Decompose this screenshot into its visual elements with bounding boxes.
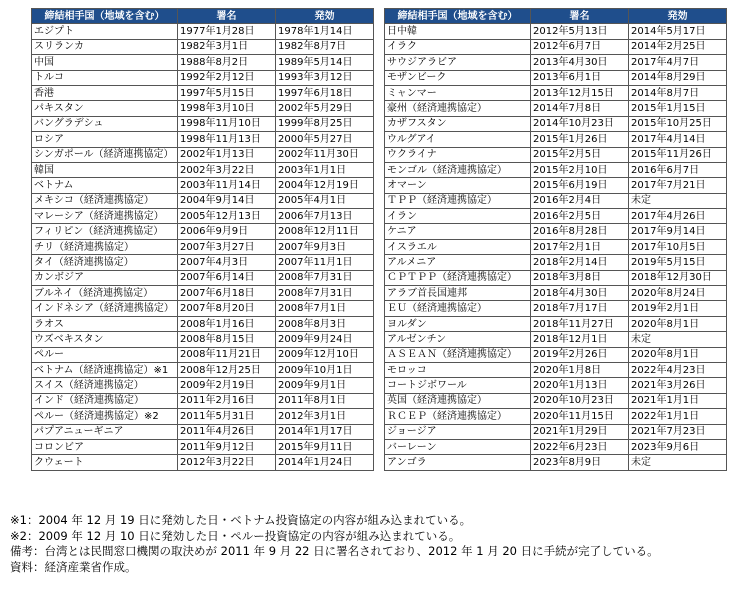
- partner-cell: ペルー: [32, 347, 178, 362]
- partner-cell: メキシコ（経済連携協定）: [32, 193, 178, 208]
- signed-date-cell: 2008年11月21日: [178, 347, 276, 362]
- remarks-note: 備考：台湾とは民間窓口機関の取決めが 2011 年 9 月 22 日に署名されており、2012 年 1 月 20 日に手続が完了している。: [10, 544, 659, 558]
- header-effective: 発効: [276, 9, 374, 24]
- effective-date-cell: 2017年4月14日: [629, 132, 727, 147]
- table-row: [385, 193, 727, 208]
- signed-date-cell: 2020年11月15日: [531, 409, 629, 424]
- partner-cell: アルゼンチン: [385, 332, 531, 347]
- effective-date-cell: 2020年8月24日: [629, 286, 727, 301]
- partner-cell: 英国（経済連携協定）: [385, 393, 531, 408]
- table-body-right: [385, 24, 727, 470]
- table-row: [32, 39, 374, 54]
- signed-date-cell: 2003年11月14日: [178, 178, 276, 193]
- table-row: [32, 378, 374, 393]
- partner-cell: ペルー（経済連携協定）※2: [32, 409, 178, 424]
- table-row: [32, 439, 374, 454]
- signed-date-cell: 2004年9月14日: [178, 193, 276, 208]
- table-row: [32, 255, 374, 270]
- effective-date-cell: 2003年1月1日: [276, 162, 374, 177]
- table-header-row: [32, 9, 374, 24]
- effective-date-cell: 2017年4月7日: [629, 55, 727, 70]
- partner-cell: モザンビーク: [385, 70, 531, 85]
- table-row: [32, 132, 374, 147]
- table-row: [385, 332, 727, 347]
- signed-date-cell: 1982年3月1日: [178, 39, 276, 54]
- footnote-2: ※2：2009 年 12 月 10 日に発効した日・ペルー投資協定の内容が組み込まれている。: [10, 528, 461, 543]
- signed-date-cell: 1988年8月2日: [178, 55, 276, 70]
- signed-date-cell: 2002年3月22日: [178, 162, 276, 177]
- signed-date-cell: 2020年1月13日: [531, 378, 629, 393]
- partner-cell: モロッコ: [385, 362, 531, 377]
- table-row: [385, 39, 727, 54]
- signed-date-cell: 2017年2月1日: [531, 239, 629, 254]
- table-row: [385, 362, 727, 377]
- signed-date-cell: 2008年1月16日: [178, 316, 276, 331]
- effective-date-cell: 2004年12月19日: [276, 178, 374, 193]
- table-row: [385, 224, 727, 239]
- effective-date-cell: 1978年1月14日: [276, 24, 374, 39]
- partner-cell: イスラエル: [385, 239, 531, 254]
- table-row: [32, 147, 374, 162]
- effective-date-cell: 2015年11月26日: [629, 147, 727, 162]
- table-row: [32, 224, 374, 239]
- partner-cell: チリ（経済連携協定）: [32, 239, 178, 254]
- effective-date-cell: 2007年11月1日: [276, 255, 374, 270]
- signed-date-cell: 2016年2月5日: [531, 209, 629, 224]
- header-signed: 署名: [531, 9, 629, 24]
- partner-cell: インドネシア（経済連携協定）: [32, 301, 178, 316]
- effective-date-cell: 未定: [629, 332, 727, 347]
- signed-date-cell: 2013年6月1日: [531, 70, 629, 85]
- effective-date-cell: 2008年12月11日: [276, 224, 374, 239]
- signed-date-cell: 2015年6月19日: [531, 178, 629, 193]
- signed-date-cell: 2020年1月8日: [531, 362, 629, 377]
- treaty-table-left: [31, 8, 374, 471]
- table-row: [32, 85, 374, 100]
- partner-cell: ジョージア: [385, 424, 531, 439]
- effective-date-cell: 2008年7月31日: [276, 286, 374, 301]
- effective-date-cell: 2017年4月26日: [629, 209, 727, 224]
- partner-cell: サウジアラビア: [385, 55, 531, 70]
- partner-cell: ミャンマー: [385, 85, 531, 100]
- partner-cell: 日中韓: [385, 24, 531, 39]
- partner-cell: タイ（経済連携協定）: [32, 255, 178, 270]
- signed-date-cell: 2011年9月12日: [178, 439, 276, 454]
- partner-cell: ベトナム（経済連携協定）※1: [32, 362, 178, 377]
- signed-date-cell: 1997年5月15日: [178, 85, 276, 100]
- signed-date-cell: 2015年1月26日: [531, 132, 629, 147]
- signed-date-cell: 2016年2月4日: [531, 193, 629, 208]
- partner-cell: 中国: [32, 55, 178, 70]
- signed-date-cell: 2011年4月26日: [178, 424, 276, 439]
- effective-date-cell: 未定: [629, 455, 727, 470]
- effective-date-cell: 2014年8月7日: [629, 85, 727, 100]
- table-row: [32, 24, 374, 39]
- effective-date-cell: 2023年9月6日: [629, 439, 727, 454]
- partner-cell: エジプト: [32, 24, 178, 39]
- partner-cell: ロシア: [32, 132, 178, 147]
- signed-date-cell: 2018年7月17日: [531, 301, 629, 316]
- signed-date-cell: 2018年12月1日: [531, 332, 629, 347]
- table-row: [32, 70, 374, 85]
- table-row: [385, 424, 727, 439]
- table-row: [32, 424, 374, 439]
- signed-date-cell: 2008年8月15日: [178, 332, 276, 347]
- partner-cell: ブルネイ（経済連携協定）: [32, 286, 178, 301]
- effective-date-cell: 2009年9月1日: [276, 378, 374, 393]
- partner-cell: フィリピン（経済連携協定）: [32, 224, 178, 239]
- signed-date-cell: 2007年6月18日: [178, 286, 276, 301]
- effective-date-cell: 2017年7月21日: [629, 178, 727, 193]
- signed-date-cell: 2007年6月14日: [178, 270, 276, 285]
- effective-date-cell: 2007年9月3日: [276, 239, 374, 254]
- header-signed: 署名: [178, 9, 276, 24]
- footnote-1: ※1：2004 年 12 月 19 日に発効した日・ベトナム投資協定の内容が組み込まれている。: [10, 513, 472, 527]
- table-row: [385, 270, 727, 285]
- effective-date-cell: 2008年7月31日: [276, 270, 374, 285]
- table-row: [32, 101, 374, 116]
- signed-date-cell: 2018年3月8日: [531, 270, 629, 285]
- effective-date-cell: 2012年3月1日: [276, 409, 374, 424]
- table-row: [32, 393, 374, 408]
- signed-date-cell: 2007年8月20日: [178, 301, 276, 316]
- effective-date-cell: 2009年9月24日: [276, 332, 374, 347]
- table-row: [385, 393, 727, 408]
- partner-cell: 香港: [32, 85, 178, 100]
- signed-date-cell: 2012年3月22日: [178, 455, 276, 470]
- table-row: [32, 209, 374, 224]
- table-row: [32, 270, 374, 285]
- table-row: [385, 378, 727, 393]
- effective-date-cell: 2002年5月29日: [276, 101, 374, 116]
- partner-cell: ＲＣＥＰ（経済連携協定）: [385, 409, 531, 424]
- partner-cell: 韓国: [32, 162, 178, 177]
- partner-cell: スイス（経済連携協定）: [32, 378, 178, 393]
- effective-date-cell: 2017年9月14日: [629, 224, 727, 239]
- partner-cell: マレーシア（経済連携協定）: [32, 209, 178, 224]
- effective-date-cell: 2021年7月23日: [629, 424, 727, 439]
- table-row: [385, 347, 727, 362]
- signed-date-cell: 2009年2月19日: [178, 378, 276, 393]
- table-row: [32, 286, 374, 301]
- partner-cell: パキスタン: [32, 101, 178, 116]
- signed-date-cell: 1992年2月12日: [178, 70, 276, 85]
- partner-cell: ＥＵ（経済連携協定）: [385, 301, 531, 316]
- signed-date-cell: 2023年8月9日: [531, 455, 629, 470]
- partner-cell: ＴＰＰ（経済連携協定）: [385, 193, 531, 208]
- table-row: [385, 209, 727, 224]
- partner-cell: スリランカ: [32, 39, 178, 54]
- table-row: [385, 101, 727, 116]
- effective-date-cell: 2006年7月13日: [276, 209, 374, 224]
- table-row: [385, 85, 727, 100]
- table-row: [385, 409, 727, 424]
- table-row: [32, 362, 374, 377]
- signed-date-cell: 2015年2月5日: [531, 147, 629, 162]
- partner-cell: インド（経済連携協定）: [32, 393, 178, 408]
- partner-cell: ケニア: [385, 224, 531, 239]
- effective-date-cell: 2011年8月1日: [276, 393, 374, 408]
- partner-cell: 豪州（経済連携協定）: [385, 101, 531, 116]
- partner-cell: パプアニューギニア: [32, 424, 178, 439]
- partner-cell: イラン: [385, 209, 531, 224]
- signed-date-cell: 2007年3月27日: [178, 239, 276, 254]
- effective-date-cell: 2015年10月25日: [629, 116, 727, 131]
- signed-date-cell: 2012年6月7日: [531, 39, 629, 54]
- effective-date-cell: 2015年9月11日: [276, 439, 374, 454]
- signed-date-cell: 2016年8月28日: [531, 224, 629, 239]
- effective-date-cell: 2019年5月15日: [629, 255, 727, 270]
- signed-date-cell: 2018年11月27日: [531, 316, 629, 331]
- signed-date-cell: 1998年11月10日: [178, 116, 276, 131]
- signed-date-cell: 2021年1月29日: [531, 424, 629, 439]
- effective-date-cell: 1982年8月7日: [276, 39, 374, 54]
- signed-date-cell: 2006年9月9日: [178, 224, 276, 239]
- effective-date-cell: 2022年1月1日: [629, 409, 727, 424]
- table-row: [32, 116, 374, 131]
- signed-date-cell: 2008年12月25日: [178, 362, 276, 377]
- effective-date-cell: 2009年10月1日: [276, 362, 374, 377]
- signed-date-cell: 2011年5月31日: [178, 409, 276, 424]
- effective-date-cell: 2016年6月7日: [629, 162, 727, 177]
- table-row: [385, 132, 727, 147]
- effective-date-cell: 2005年4月1日: [276, 193, 374, 208]
- table-row: [32, 332, 374, 347]
- table-row: [32, 347, 374, 362]
- table-row: [385, 55, 727, 70]
- partner-cell: ベトナム: [32, 178, 178, 193]
- table-row: [385, 162, 727, 177]
- signed-date-cell: 2015年2月10日: [531, 162, 629, 177]
- signed-date-cell: 2018年2月14日: [531, 255, 629, 270]
- header-effective: 発効: [629, 9, 727, 24]
- effective-date-cell: 2009年12月10日: [276, 347, 374, 362]
- partner-cell: コロンビア: [32, 439, 178, 454]
- partner-cell: ウクライナ: [385, 147, 531, 162]
- effective-date-cell: 2014年1月24日: [276, 455, 374, 470]
- source-note: 資料：経済産業省作成。: [10, 559, 137, 574]
- signed-date-cell: 2014年7月8日: [531, 101, 629, 116]
- signed-date-cell: 2013年12月15日: [531, 85, 629, 100]
- partner-cell: アルメニア: [385, 255, 531, 270]
- table-row: [385, 439, 727, 454]
- table-row: [32, 55, 374, 70]
- table-row: [32, 178, 374, 193]
- effective-date-cell: 1989年5月14日: [276, 55, 374, 70]
- partner-cell: アンゴラ: [385, 455, 531, 470]
- table-row: [385, 116, 727, 131]
- table-row: [32, 239, 374, 254]
- table-row: [385, 70, 727, 85]
- partner-cell: バングラデシュ: [32, 116, 178, 131]
- effective-date-cell: 2022年4月23日: [629, 362, 727, 377]
- effective-date-cell: 2018年12月30日: [629, 270, 727, 285]
- signed-date-cell: 2014年10月23日: [531, 116, 629, 131]
- table-row: [385, 255, 727, 270]
- partner-cell: シンガポール（経済連携協定）: [32, 147, 178, 162]
- table-row: [385, 455, 727, 470]
- signed-date-cell: 2019年2月26日: [531, 347, 629, 362]
- partner-cell: コートジボワール: [385, 378, 531, 393]
- signed-date-cell: 2007年4月3日: [178, 255, 276, 270]
- effective-date-cell: 2014年8月29日: [629, 70, 727, 85]
- effective-date-cell: 2014年2月25日: [629, 39, 727, 54]
- table-row: [32, 316, 374, 331]
- partner-cell: カンボジア: [32, 270, 178, 285]
- partner-cell: カザフスタン: [385, 116, 531, 131]
- effective-date-cell: 2020年8月1日: [629, 316, 727, 331]
- table-row: [32, 162, 374, 177]
- effective-date-cell: 2021年3月26日: [629, 378, 727, 393]
- table-row: [32, 409, 374, 424]
- partner-cell: オマーン: [385, 178, 531, 193]
- signed-date-cell: 2012年5月13日: [531, 24, 629, 39]
- table-header-row: [385, 9, 727, 24]
- effective-date-cell: 2020年8月1日: [629, 347, 727, 362]
- effective-date-cell: 2008年8月3日: [276, 316, 374, 331]
- partner-cell: イラク: [385, 39, 531, 54]
- partner-cell: ウルグアイ: [385, 132, 531, 147]
- table-row: [385, 239, 727, 254]
- effective-date-cell: 1993年3月12日: [276, 70, 374, 85]
- table-row: [385, 24, 727, 39]
- signed-date-cell: 2002年1月13日: [178, 147, 276, 162]
- table-row: [385, 286, 727, 301]
- signed-date-cell: 1998年3月10日: [178, 101, 276, 116]
- signed-date-cell: 2020年10月23日: [531, 393, 629, 408]
- footnotes: [10, 513, 659, 575]
- effective-date-cell: 2019年2月1日: [629, 301, 727, 316]
- signed-date-cell: 1977年1月28日: [178, 24, 276, 39]
- signed-date-cell: 2005年12月13日: [178, 209, 276, 224]
- effective-date-cell: 2014年1月17日: [276, 424, 374, 439]
- table-row: [32, 301, 374, 316]
- effective-date-cell: 2015年1月15日: [629, 101, 727, 116]
- partner-cell: バーレーン: [385, 439, 531, 454]
- effective-date-cell: 2017年10月5日: [629, 239, 727, 254]
- effective-date-cell: 1997年6月18日: [276, 85, 374, 100]
- effective-date-cell: 2000年5月27日: [276, 132, 374, 147]
- table-row: [32, 193, 374, 208]
- header-partner: 締結相手国（地域を含む）: [32, 9, 178, 24]
- effective-date-cell: 未定: [629, 193, 727, 208]
- signed-date-cell: 2011年2月16日: [178, 393, 276, 408]
- signed-date-cell: 2018年4月30日: [531, 286, 629, 301]
- partner-cell: ラオス: [32, 316, 178, 331]
- partner-cell: ＣＰＴＰＰ（経済連携協定）: [385, 270, 531, 285]
- signed-date-cell: 2013年4月30日: [531, 55, 629, 70]
- signed-date-cell: 2022年6月23日: [531, 439, 629, 454]
- effective-date-cell: 2021年1月1日: [629, 393, 727, 408]
- partner-cell: トルコ: [32, 70, 178, 85]
- treaty-table-right: [384, 8, 727, 471]
- table-row: [385, 178, 727, 193]
- table-row: [32, 455, 374, 470]
- table-row: [385, 147, 727, 162]
- table-row: [385, 301, 727, 316]
- effective-date-cell: 2014年5月17日: [629, 24, 727, 39]
- partner-cell: モンゴル（経済連携協定）: [385, 162, 531, 177]
- table-body-left: [32, 24, 374, 470]
- partner-cell: ウズベキスタン: [32, 332, 178, 347]
- partner-cell: ＡＳＥＡＮ（経済連携協定）: [385, 347, 531, 362]
- effective-date-cell: 2002年11月30日: [276, 147, 374, 162]
- partner-cell: クウェート: [32, 455, 178, 470]
- effective-date-cell: 1999年8月25日: [276, 116, 374, 131]
- partner-cell: アラブ首長国連邦: [385, 286, 531, 301]
- effective-date-cell: 2008年7月1日: [276, 301, 374, 316]
- signed-date-cell: 1998年11月13日: [178, 132, 276, 147]
- header-partner: 締結相手国（地域を含む）: [385, 9, 531, 24]
- table-row: [385, 316, 727, 331]
- partner-cell: ヨルダン: [385, 316, 531, 331]
